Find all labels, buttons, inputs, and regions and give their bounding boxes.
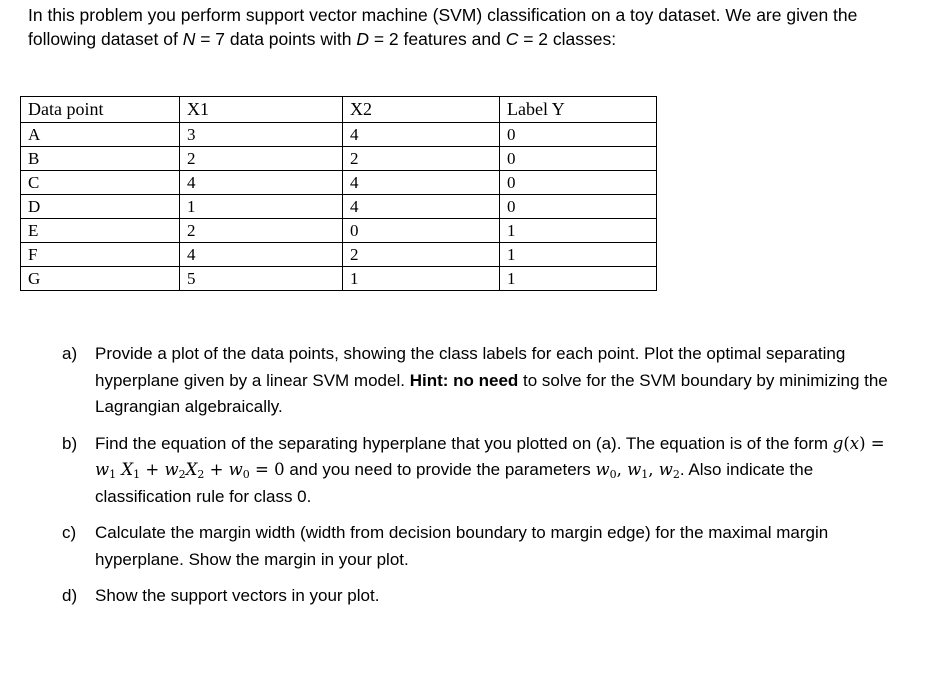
- cell-label: 1: [500, 219, 657, 243]
- hyperplane-equation: $g(x) = w_1$ $X_1 + w_2X_2 + w_0 = 0$: [95, 433, 885, 481]
- question-c-text: Calculate the margin width (width from decision boundary to margin edge) for the maximal margin hyperplane. Show the margin in your plot.: [95, 523, 829, 569]
- header-x2: X2: [343, 97, 500, 123]
- table-row: [21, 123, 657, 147]
- problem-intro: [28, 3, 918, 51]
- n-symbol: N: [182, 29, 196, 49]
- header-label-y: Label Y: [500, 97, 657, 123]
- question-b-text-3: . Also indicate the classification rule for class 0.: [95, 460, 814, 506]
- c-symbol: C: [505, 29, 519, 49]
- cell-point: E: [21, 219, 180, 243]
- dataset-table: [20, 96, 657, 291]
- d-symbol: D: [356, 29, 369, 49]
- table-row: [21, 243, 657, 267]
- cell-x2: 4: [343, 123, 500, 147]
- question-b-letter: b): [62, 433, 78, 453]
- cell-x2: 1: [343, 267, 500, 291]
- question-d-text: Show the support vectors in your plot.: [95, 586, 380, 605]
- question-c-letter: c): [62, 523, 77, 542]
- parameter-list: $w_0$, $w_1$, $w_2$: [595, 460, 680, 481]
- cell-x2: 2: [343, 147, 500, 171]
- cell-x2: 2: [343, 243, 500, 267]
- table-header-row: [21, 97, 657, 123]
- cell-point: G: [21, 267, 180, 291]
- cell-x1: 3: [180, 123, 343, 147]
- cell-point: A: [21, 123, 180, 147]
- cell-point: F: [21, 243, 180, 267]
- question-a-hint: Hint: no need: [409, 370, 519, 390]
- cell-point: D: [21, 195, 180, 219]
- cell-label: 0: [500, 171, 657, 195]
- intro-text-1: In this problem you perform support vector machine (SVM) classification on a toy dataset. We are given the following dataset of: [28, 5, 858, 49]
- question-a-text: Provide a plot of the data points, showing the class labels for each point. Plot the optimal separating hyperplane given by a linear SVM model.: [95, 344, 846, 390]
- question-d-letter: d): [62, 586, 78, 605]
- cell-label: 1: [500, 267, 657, 291]
- intro-text-4: = 2 classes:: [518, 29, 617, 49]
- cell-label: 0: [500, 147, 657, 171]
- question-b: [62, 431, 892, 511]
- intro-text-3: = 2 features and: [368, 29, 506, 49]
- cell-point: B: [21, 147, 180, 171]
- cell-label: 0: [500, 123, 657, 147]
- cell-label: 0: [500, 195, 657, 219]
- question-a-text-2: to solve for the SVM boundary by minimizing the Lagrangian algebraically.: [95, 370, 888, 416]
- question-c: [62, 520, 892, 573]
- question-d: [62, 583, 892, 610]
- cell-x1: 4: [180, 243, 343, 267]
- question-a-letter: a): [62, 344, 78, 363]
- table-row: [21, 267, 657, 291]
- header-data-point: Data point: [21, 97, 180, 123]
- header-x1: X1: [180, 97, 343, 123]
- cell-x1: 5: [180, 267, 343, 291]
- question-b-text-2: and you need to provide the parameters: [284, 460, 596, 479]
- cell-x1: 4: [180, 171, 343, 195]
- cell-point: C: [21, 171, 180, 195]
- table-row: [21, 171, 657, 195]
- cell-x2: 4: [343, 195, 500, 219]
- cell-x2: 0: [343, 219, 500, 243]
- cell-x1: 1: [180, 195, 343, 219]
- cell-x2: 4: [343, 171, 500, 195]
- cell-x1: 2: [180, 147, 343, 171]
- table-row: [21, 147, 657, 171]
- intro-text-2: = 7 data points with: [195, 29, 357, 49]
- table-row: [21, 195, 657, 219]
- question-list: [62, 341, 892, 620]
- table-row: [21, 219, 657, 243]
- cell-x1: 2: [180, 219, 343, 243]
- question-b-text-1: Find the equation of the separating hyperplane that you plotted on (a). The equation is of the form: [95, 433, 833, 453]
- cell-label: 1: [500, 243, 657, 267]
- question-a: [62, 341, 892, 421]
